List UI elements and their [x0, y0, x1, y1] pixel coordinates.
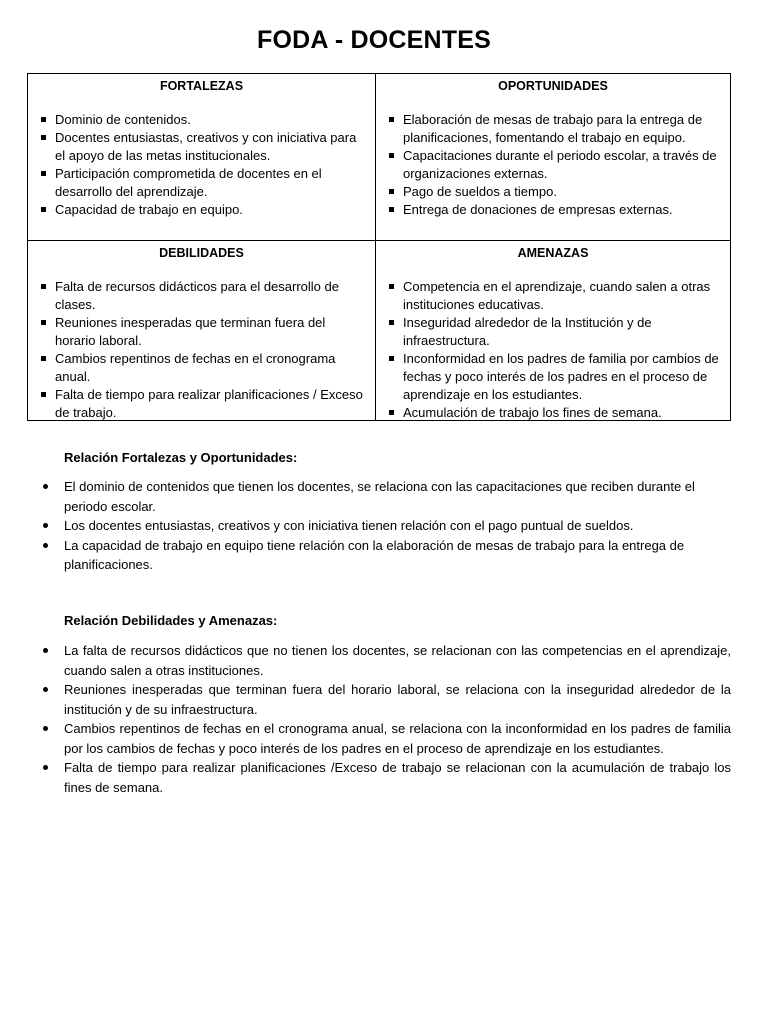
list-item: Falta de tiempo para realizar planificaciones /Exceso de trabajo se relacionan con la acumulación de trabajo los fines de semana. [64, 758, 731, 797]
list-item: Competencia en el aprendizaje, cuando salen a otras instituciones educativas. [403, 278, 724, 314]
list-item: Pago de sueldos a tiempo. [403, 183, 724, 201]
foda-table [27, 73, 731, 421]
list-item: Capacitaciones durante el periodo escolar, a través de organizaciones externas. [403, 147, 724, 183]
list-item: Entrega de donaciones de empresas externas. [403, 201, 724, 219]
list-item: Dominio de contenidos. [55, 111, 369, 129]
relacion-fo-list [64, 477, 731, 575]
cell-fortalezas [28, 74, 376, 241]
page-title: FODA - DOCENTES [256, 26, 492, 54]
fortalezas-list [28, 111, 375, 219]
relacion-fo-heading: Relación Fortalezas y Oportunidades: [64, 450, 298, 465]
relacion-da-heading: Relación Debilidades y Amenazas: [64, 613, 278, 628]
list-item: Reuniones inesperadas que terminan fuera del horario laboral, se relaciona con la inseguridad alrededor de la institución y de su infraestructura. [64, 680, 731, 719]
list-item: La capacidad de trabajo en equipo tiene relación con la elaboración de mesas de trabajo para la entrega de planificaciones. [64, 536, 731, 575]
list-item: Reuniones inesperadas que terminan fuera del horario laboral. [55, 314, 369, 350]
fortalezas-heading: FORTALEZAS [159, 79, 244, 93]
list-item: La falta de recursos didácticos que no tienen los docentes, se relacionan con las competencias en el aprendizaje, cuando salen a otras instituciones. [64, 641, 731, 680]
amenazas-heading: AMENAZAS [517, 246, 589, 260]
oportunidades-heading: OPORTUNIDADES [498, 79, 608, 93]
debilidades-list [28, 278, 375, 422]
list-item: El dominio de contenidos que tienen los docentes, se relaciona con las capacitaciones que reciben durante el periodo escolar. [64, 477, 731, 516]
list-item: Inconformidad en los padres de familia por cambios de fechas y poco interés de los padres en el proceso de aprendizaje en los estudiantes. [403, 350, 724, 404]
oportunidades-list [376, 111, 730, 219]
list-item: Cambios repentinos de fechas en el cronograma anual. [55, 350, 369, 386]
list-item: Cambios repentinos de fechas en el cronograma anual, se relaciona con la inconformidad en los padres de familia por los cambios de fechas y poco interés de los padres en el proceso de aprendizaje en los estudiantes. [64, 719, 731, 758]
cell-amenazas [376, 241, 730, 420]
list-item: Participación comprometida de docentes en el desarrollo del aprendizaje. [55, 165, 369, 201]
debilidades-heading: DEBILIDADES [159, 246, 244, 260]
cell-debilidades [28, 241, 376, 420]
list-item: Los docentes entusiastas, creativos y con iniciativa tienen relación con el pago puntual de sueldos. [64, 516, 731, 536]
amenazas-list [376, 278, 730, 422]
list-item: Docentes entusiastas, creativos y con iniciativa para el apoyo de las metas institucionales. [55, 129, 369, 165]
list-item: Capacidad de trabajo en equipo. [55, 201, 369, 219]
list-item: Falta de recursos didácticos para el desarrollo de clases. [55, 278, 369, 314]
list-item: Falta de tiempo para realizar planificaciones / Exceso de trabajo. [55, 386, 369, 422]
list-item: Acumulación de trabajo los fines de semana. [403, 404, 724, 422]
relacion-da-list [64, 641, 731, 797]
cell-oportunidades [376, 74, 730, 241]
list-item: Elaboración de mesas de trabajo para la entrega de planificaciones, fomentando el trabajo en equipo. [403, 111, 724, 147]
list-item: Inseguridad alrededor de la Institución y de infraestructura. [403, 314, 724, 350]
